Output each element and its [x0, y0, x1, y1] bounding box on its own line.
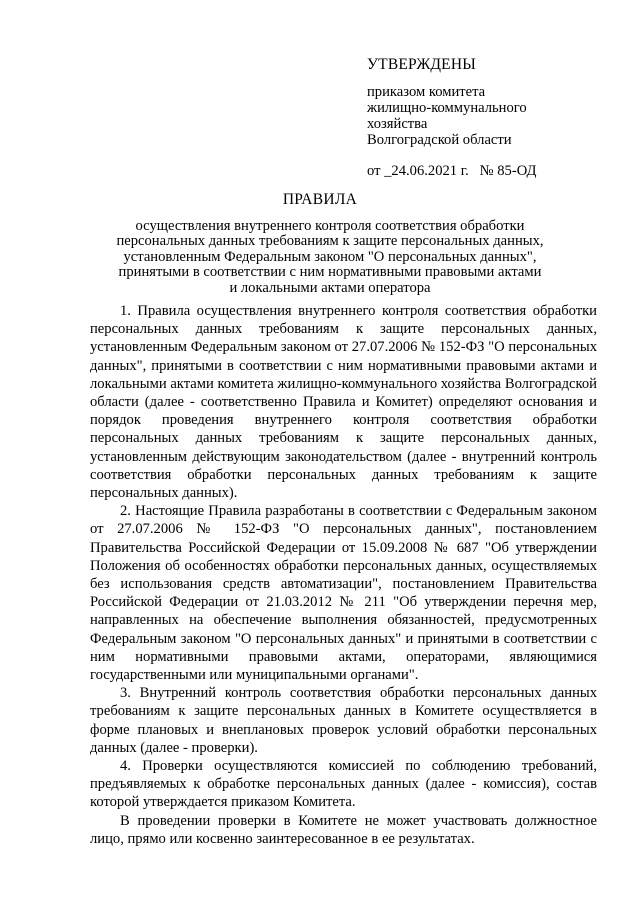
subtitle-line: и локальными актами оператора: [229, 279, 431, 296]
paragraph-1: 1. Правила осуществления внутреннего контроля соответствия обработки персональных данных требованиям к защите персональных данных, установленным Федеральным законом от 27.07.2006 № 152-ФЗ "О персональных данных", принятыми в соответствии с ним нормативными правовыми актами и локальными актами комитета жилищно-коммунального хозяйства Волгоградской области (далее - соответственно Правила и Комитет) определяют основания и порядок проведения внутреннего контроля соответствия обработки персональных данных требованиям к защите персональных данных, установленным действующим законодательством (далее - внутренний контроль соответствия обработки персональных данных требованиям к защите персональных данных).: [90, 303, 597, 502]
paragraph-4: 4. Проверки осуществляются комиссией по соблюдению требований, предъявляемых к обработке персональных данных (далее - комиссия), состав которой утверждается приказом Комитета.: [90, 758, 597, 811]
document-subtitle: [100, 219, 560, 296]
document-body: [90, 302, 597, 848]
subtitle-line: осуществления внутреннего контроля соответствия обработки: [135, 218, 525, 234]
subtitle-line: персональных данных требованиям к защите персональных данных,: [116, 233, 544, 250]
subtitle-line: принятыми в соответствии с ним нормативными правовыми актами: [118, 264, 542, 281]
approval-line: жилищно-коммунального: [367, 100, 527, 116]
approval-block: [367, 57, 607, 179]
approval-line: приказом комитета: [367, 84, 486, 100]
approval-line: Волгоградской области: [367, 132, 512, 148]
document-title: ПРАВИЛА: [282, 191, 358, 208]
paragraph-5: В проведении проверки в Комитете не может участвовать должностное лицо, прямо или косвенно заинтересованное в ее результатах.: [90, 812, 597, 847]
subtitle-line: установленным Федеральным законом "О персональных данных",: [123, 248, 537, 265]
paragraph-3: 3. Внутренний контроль соответствия обработки персональных данных требованиям к защите персональных данных в Комитете осуществляется в форме плановых и внеплановых проверок условий обработки персональных данных (далее - проверки).: [90, 685, 597, 756]
approval-line: хозяйства: [367, 116, 428, 132]
order-reference: от _24.06.2021 г. № 85-ОД: [367, 163, 537, 179]
paragraph-2: 2. Настоящие Правила разработаны в соответствии с Федеральным законом от 27.07.2006 № 152-ФЗ "О персональных данных", постановлением Правительства Российской Федерации от 15.09.2008 № 687 "Об утверждении Положения об особенностях обработки персональных данных, осуществляемых без использования средств автоматизации", постановлением Правительства Российской Федерации от 21.03.2012 № 211 "Об утверждении перечня мер, направленных на обеспечение выполнения обязанностей, предусмотренных Федеральным законом "О персональных данных" и принятыми в соответствии с ним нормативными правовыми актами, операторами, являющимися государственными или муниципальными органами".: [90, 503, 597, 684]
approval-heading: УТВЕРЖДЕНЫ: [367, 56, 476, 73]
